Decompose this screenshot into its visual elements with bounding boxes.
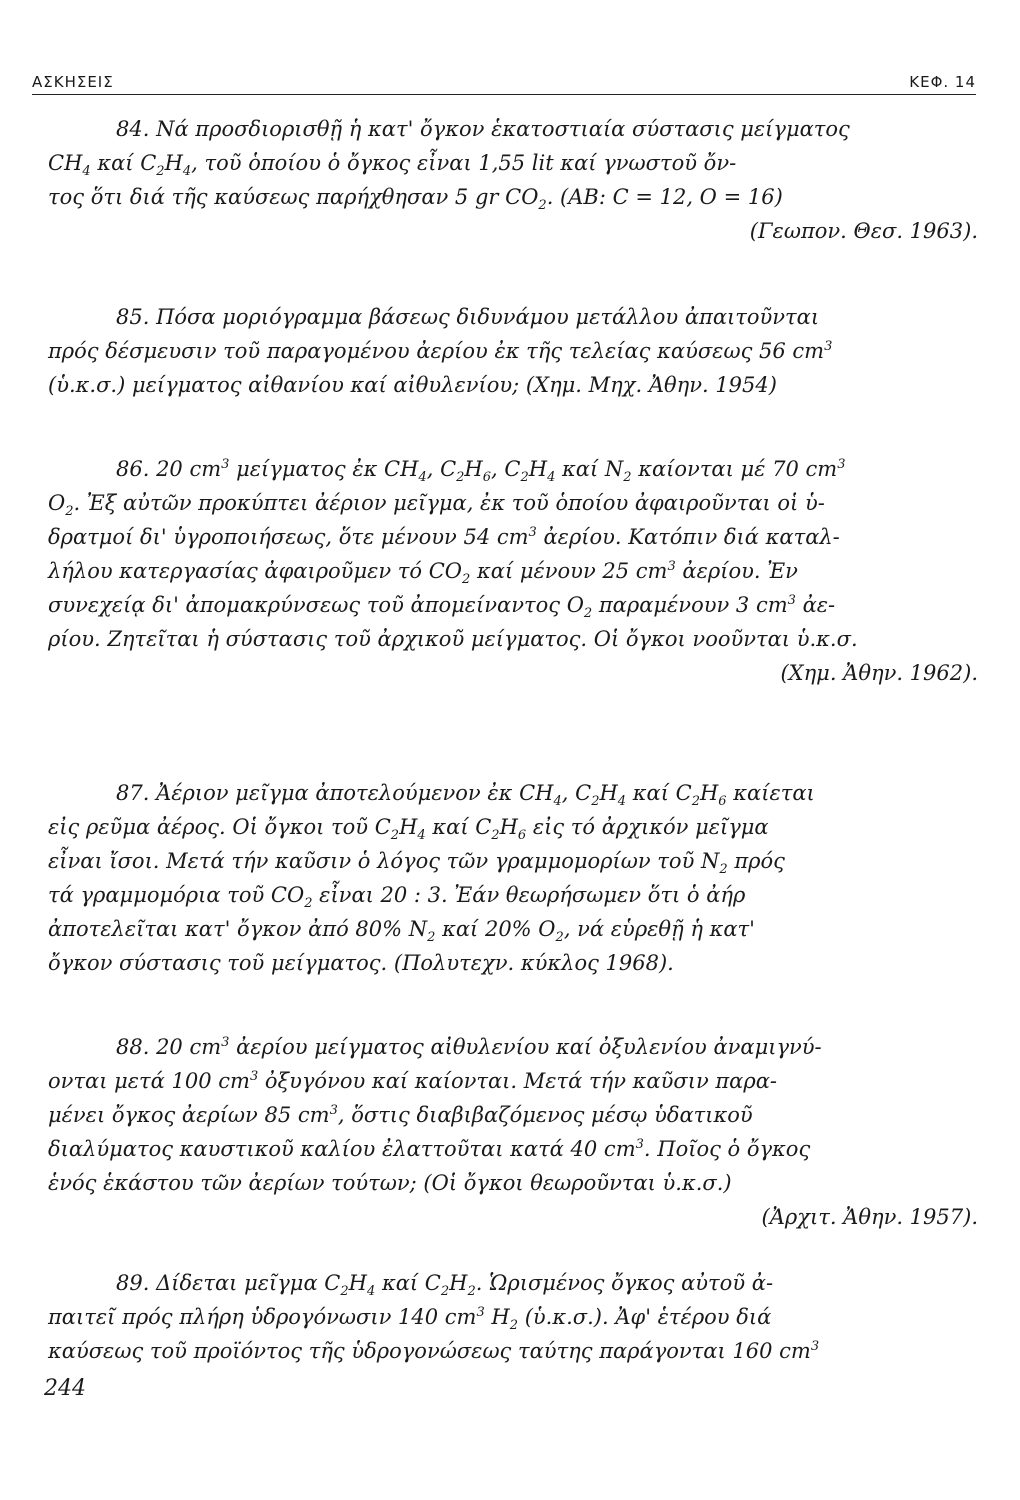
exercise-text-line: 86. 20 $cm^3$ μείγματος ἐκ $CH_4$, $C_2H_6$, $C_2H_4$ καί $N_2$ καίονται μέ 70 $cm^3$ xyxy=(116,457,846,486)
exercise-text-line: τος ὅτι διά τῆς καύσεως παρήχθησαν 5 gr $CO_2$. (ΑΒ: C = 12, O = 16) xyxy=(48,185,783,214)
exercise-source-citation: (Γεωπον. Θεσ. 1963). xyxy=(749,219,978,243)
exercise-source-citation: (Ἀρχιτ. Ἀθην. 1957). xyxy=(761,1205,978,1229)
exercise-text-line: καύσεως τοῦ προϊόντος τῆς ὑδρογονώσεως ταύτης παράγονται 160 $cm^3$ xyxy=(48,1339,820,1363)
exercise-85 xyxy=(48,300,988,402)
exercise-text-line: ἑνός ἑκάστου τῶν ἀερίων τούτων; (Οἱ ὄγκοι θεωροῦνται ὑ.κ.σ.) xyxy=(48,1171,732,1195)
exercise-88 xyxy=(48,1030,988,1234)
exercise-text-line: ονται μετά 100 $cm^3$ ὀξυγόνου καί καίονται. Μετά τήν καῦσιν παρα- xyxy=(48,1069,777,1093)
exercise-text-line: ὄγκον σύστασις τοῦ μείγματος. (Πολυτεχν. κύκλος 1968). xyxy=(48,951,674,975)
exercise-text-line: διαλύματος καυστικοῦ καλίου ἐλαττοῦται κατά 40 $cm^3$. Ποῖος ὁ ὄγκος xyxy=(48,1137,811,1161)
exercise-text-line: παιτεῖ πρός πλήρη ὑδρογόνωσιν 140 $cm^3$ $H_2$ (ὑ.κ.σ.). Ἀφ' ἑτέρου διά xyxy=(48,1305,772,1334)
exercise-text-line: 89. Δίδεται μεῖγμα $C_2H_4$ καί $C_2H_2$. Ὡρισμένος ὄγκος αὐτοῦ ἀ- xyxy=(116,1271,774,1300)
page-number: 244 xyxy=(44,1376,86,1401)
exercise-text-line: εἶναι ἴσοι. Μετά τήν καῦσιν ὁ λόγος τῶν γραμμομορίων τοῦ $N_2$ πρός xyxy=(48,849,785,878)
exercise-86 xyxy=(48,452,988,690)
exercise-text-line: 88. 20 $cm^3$ ἀερίου μείγματος αἰθυλενίου καί ὀξυλενίου ἀναμιγνύ- xyxy=(116,1035,822,1059)
exercise-text-line: $O_2$. Ἐξ αὐτῶν προκύπτει ἀέριον μεῖγμα, ἐκ τοῦ ὁποίου ἀφαιροῦνται οἱ ὑ- xyxy=(48,491,825,520)
exercise-text-line: ρίου. Ζητεῖται ἡ σύστασις τοῦ ἀρχικοῦ μείγματος. Οἱ ὄγκοι νοοῦνται ὑ.κ.σ. xyxy=(48,627,858,651)
exercise-text-line: ἀποτελεῖται κατ' ὄγκον ἀπό 80% $N_2$ καί 20% $O_2$, νά εὑρεθῇ ἡ κατ' xyxy=(48,917,755,946)
exercise-text-line: συνεχείᾳ δι' ἀπομακρύνσεως τοῦ ἀπομείναντος $O_2$ παραμένουν 3 $cm^3$ ἀε- xyxy=(48,593,836,622)
exercise-source-citation: (Χημ. Ἀθην. 1962). xyxy=(780,661,978,685)
exercise-text-line: πρός δέσμευσιν τοῦ παραγομένου ἀερίου ἐκ τῆς τελείας καύσεως 56 $cm^3$ xyxy=(48,339,833,363)
exercise-text-line: 85. Πόσα μοριόγραμμα βάσεως διδυνάμου μετάλλου ἀπαιτοῦνται xyxy=(116,305,820,329)
exercise-89 xyxy=(48,1266,988,1368)
header-chapter-number: ΚΕΦ. 14 xyxy=(909,73,976,91)
exercise-text-line: λήλου κατεργασίας ἀφαιροῦμεν τό $CO_2$ καί μένουν 25 $cm^3$ ἀερίου. Ἐν xyxy=(48,559,798,588)
exercise-text-line: (ὑ.κ.σ.) μείγματος αἰθανίου καί αἰθυλενίου; (Χημ. Μηχ. Ἀθην. 1954) xyxy=(48,373,777,397)
exercise-text-line: τά γραμμομόρια τοῦ $CO_2$ εἶναι 20 : 3. Ἐάν θεωρήσωμεν ὅτι ὁ ἀήρ xyxy=(48,883,746,912)
exercise-text-line: εἰς ρεῦμα ἀέρος. Οἱ ὄγκοι τοῦ $C_2H_4$ καί $C_2H_6$ εἰς τό ἀρχικόν μεῖγμα xyxy=(48,815,769,844)
exercise-text-line: $CH_4$ καί $C_2H_4$, τοῦ ὁποίου ὁ ὄγκος εἶναι 1,55 lit καί γνωστοῦ ὄν- xyxy=(48,151,737,180)
exercise-text-line: 87. Ἀέριον μεῖγμα ἀποτελούμενον ἐκ $CH_4$, $C_2H_4$ καί $C_2H_6$ καίεται xyxy=(116,781,815,810)
exercise-text-line: 84. Νά προσδιορισθῇ ἡ κατ' ὄγκον ἑκατοστιαία σύστασις μείγματος xyxy=(116,117,850,141)
exercise-84 xyxy=(48,112,988,248)
exercise-text-line: μένει ὄγκος ἀερίων 85 $cm^3$, ὅστις διαβιβαζόμενος μέσῳ ὑδατικοῦ xyxy=(48,1103,753,1127)
exercise-87 xyxy=(48,776,988,980)
exercise-text-line: δρατμοί δι' ὑγροποιήσεως, ὅτε μένουν 54 $cm^3$ ἀερίου. Κατόπιν διά καταλ- xyxy=(48,525,840,549)
running-header xyxy=(32,70,976,95)
header-section-title: ΑΣΚΗΣΕΙΣ xyxy=(32,73,114,91)
